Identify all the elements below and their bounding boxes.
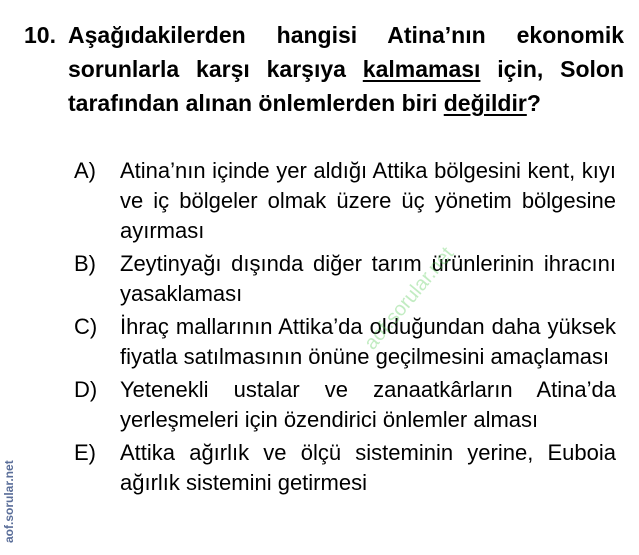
question-number: 10. [24, 22, 56, 48]
question-underline-kalmamasi: kalmaması [362, 56, 481, 82]
option-letter: B) [74, 251, 96, 276]
option-d[interactable] [74, 375, 616, 435]
diagonal-watermark: aof.sorular.net [360, 242, 459, 355]
option-letter: C) [74, 314, 98, 339]
option-a[interactable] [74, 156, 616, 246]
question-text-part1: Aşağıdakilerden hangisi Atina’nın ekonomik sorunlarla karşı karşıya [68, 22, 624, 82]
option-text: İhraç mallarının Attika’da olduğundan daha yüksek fiyatla satılmasının önüne geçilmesini amaçlaması [120, 314, 616, 369]
option-c[interactable] [74, 312, 616, 372]
answer-options [74, 156, 616, 501]
option-text: Atina’nın içinde yer aldığı Attika bölgesini kent, kıyı ve iç bölgeler olmak üzere üç yönetim bölgesine ayırması [120, 158, 616, 243]
option-b[interactable] [74, 249, 616, 309]
question-text [68, 18, 624, 120]
question-underline-degildir: değildir [443, 90, 527, 116]
option-text: Attika ağırlık ve ölçü sisteminin yerine, Euboia ağırlık sistemini getirmesi [120, 440, 616, 495]
option-letter: A) [74, 158, 96, 183]
question-text-part3: ? [526, 90, 541, 116]
option-e[interactable] [74, 438, 616, 498]
question [24, 18, 624, 120]
option-text: Yetenekli ustalar ve zanaatkârların Atina’da yerleşmeleri için özendirici önlemler alması [120, 377, 616, 432]
side-watermark: aof.sorular.net [2, 460, 16, 543]
question-text-part2: için, Solon tarafından alınan önlemlerden biri [68, 56, 625, 116]
option-text: Zeytinyağı dışında diğer tarım ürünlerinin ihracını yasaklaması [120, 251, 616, 306]
option-letter: E) [74, 440, 96, 465]
option-letter: D) [74, 377, 98, 402]
